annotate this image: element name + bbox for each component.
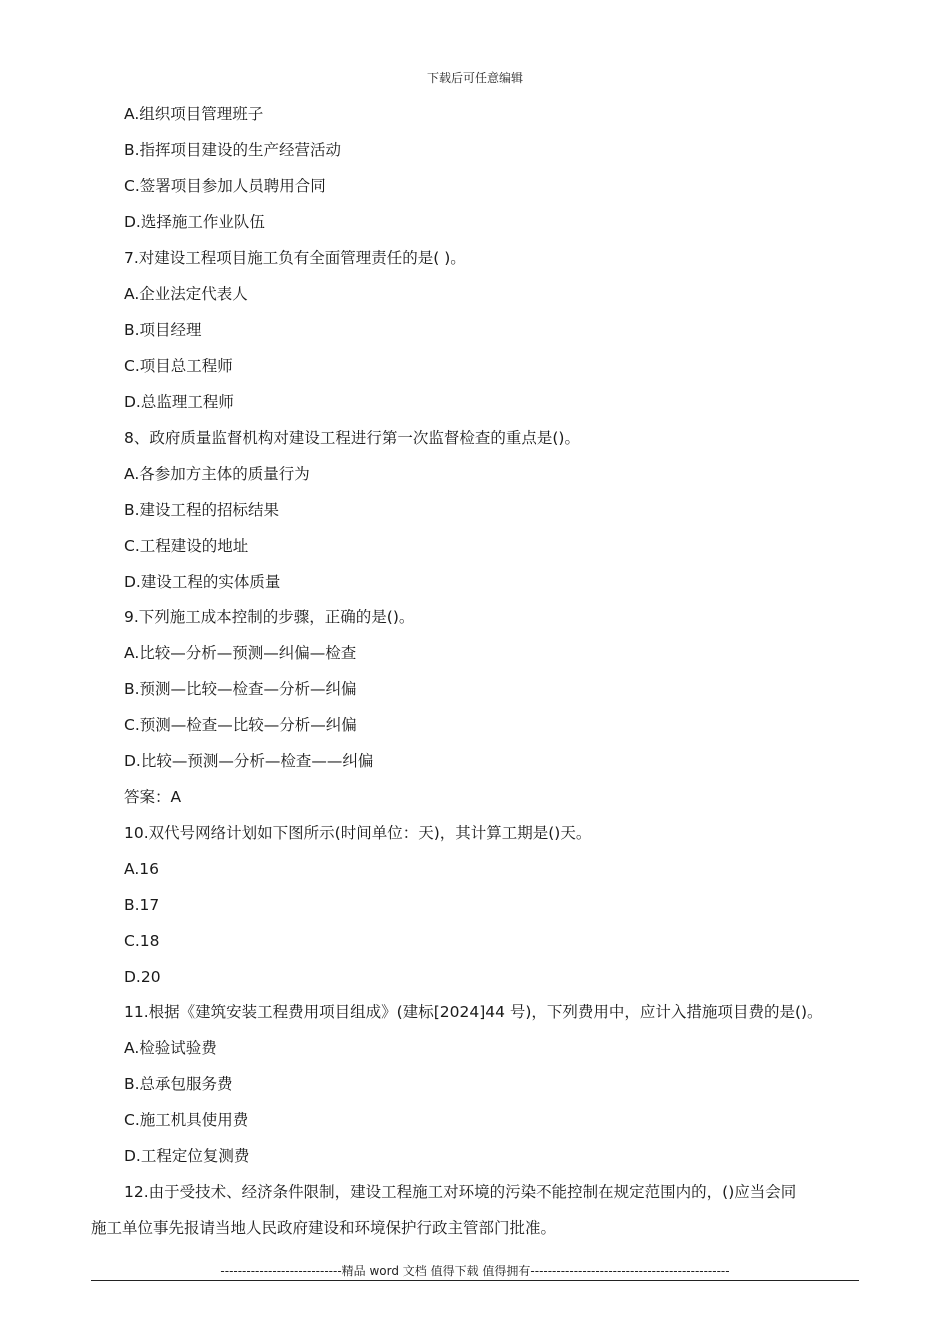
option-line: A.比较—分析—预测—纠偏—检查: [124, 644, 357, 662]
option-line: D.选择施工作业队伍: [124, 213, 265, 231]
option-line: A.企业法定代表人: [124, 285, 248, 303]
option-line: D.总监理工程师: [124, 393, 234, 411]
question-line: 10.双代号网络计划如下图所示(时间单位：天)，其计算工期是()天。: [124, 824, 592, 842]
option-line: D.建设工程的实体质量: [124, 573, 281, 591]
option-line: A.组织项目管理班子: [124, 105, 264, 123]
question-line: 7.对建设工程项目施工负有全面管理责任的是( )。: [124, 249, 466, 267]
option-line: D.工程定位复测费: [124, 1147, 250, 1165]
option-line: A.检验试验费: [124, 1039, 217, 1057]
option-line: B.17: [124, 896, 160, 914]
option-line: D.20: [124, 968, 161, 986]
option-line: C.18: [124, 932, 160, 950]
option-line: C.施工机具使用费: [124, 1111, 249, 1129]
question-line: 11.根据《建筑安装工程费用项目组成》(建标[2024]44 号)，下列费用中，应计入措施项目费的是()。: [124, 1003, 823, 1021]
question-line: 12.由于受技术、经济条件限制，建设工程施工对环境的污染不能控制在规定范围内的，()应当会同: [124, 1183, 797, 1201]
option-line: C.项目总工程师: [124, 357, 233, 375]
footer-rule: [91, 1280, 859, 1281]
option-line: B.建设工程的招标结果: [124, 501, 280, 519]
option-line: A.16: [124, 860, 159, 878]
option-line: B.指挥项目建设的生产经营活动: [124, 141, 342, 159]
footer-text: ----------------------------精品 word 文档 值得下载 值得拥有----------------------------------------------: [220, 1264, 730, 1278]
header-note: 下载后可任意编辑: [426, 71, 523, 85]
question-line: 8、政府质量监督机构对建设工程进行第一次监督检查的重点是()。: [124, 429, 580, 447]
option-line: D.比较—预测—分析—检查——纠偏: [124, 752, 374, 770]
question-line: 9.下列施工成本控制的步骤，正确的是()。: [124, 608, 415, 626]
option-line: B.总承包服务费: [124, 1075, 233, 1093]
question-continuation-line: 施工单位事先报请当地人民政府建设和环境保护行政主管部门批准。: [91, 1219, 557, 1237]
option-line: C.签署项目参加人员聘用合同: [124, 177, 326, 195]
option-line: C.预测—检查—比较—分析—纠偏: [124, 716, 357, 734]
option-line: C.工程建设的地址: [124, 537, 249, 555]
option-line: A.各参加方主体的质量行为: [124, 465, 310, 483]
option-line: B.项目经理: [124, 321, 202, 339]
answer-line: 答案：A: [124, 788, 182, 806]
option-line: B.预测—比较—检查—分析—纠偏: [124, 680, 357, 698]
